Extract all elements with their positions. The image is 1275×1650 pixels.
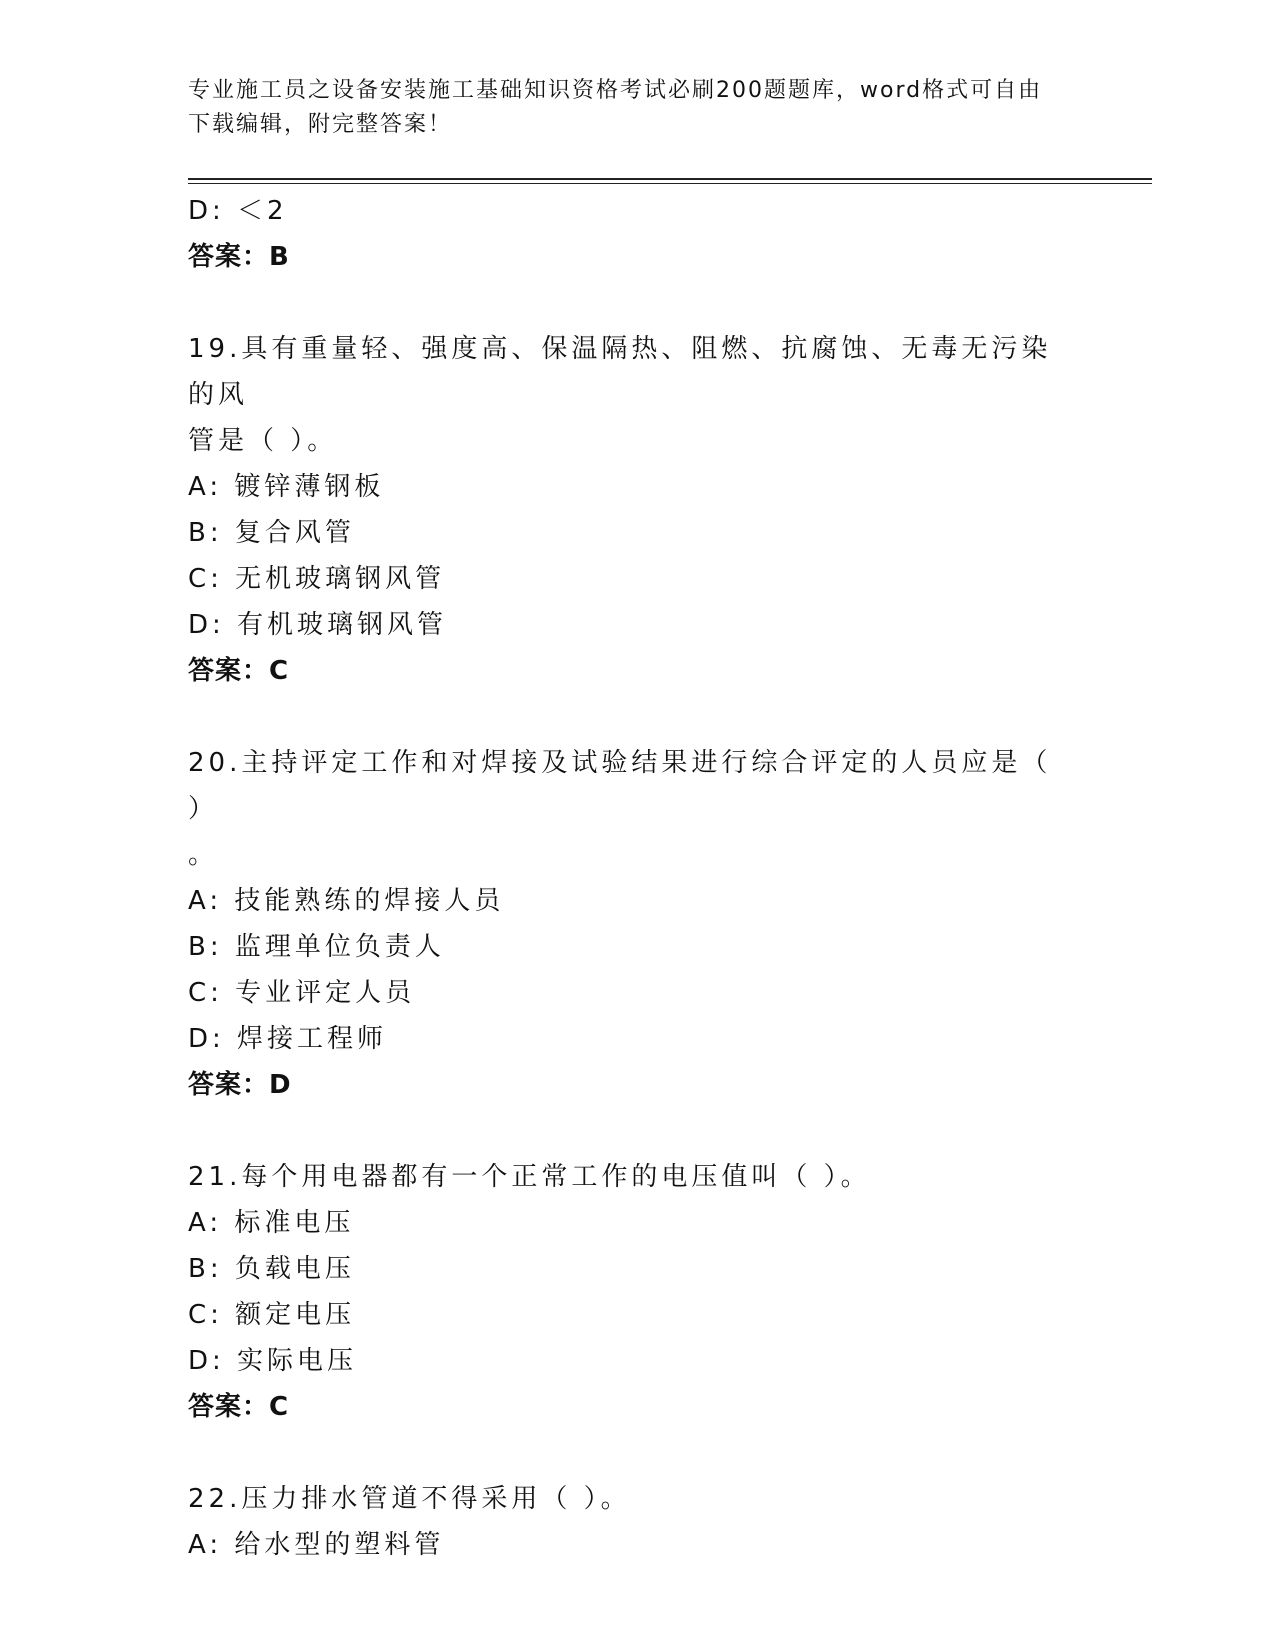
option-a: A: 技能熟练的焊接人员 [188,886,505,916]
answer: 答案：B [188,242,290,272]
question-stem-line-2: 管是（ ）。 [188,426,338,456]
document-body [188,188,1088,1568]
question-20 [188,740,1088,1108]
option-c: C: 无机玻璃钢风管 [188,564,446,594]
option-c: C: 专业评定人员 [188,978,416,1008]
question-stem-line-2: 。 [188,840,219,870]
option-d: D: ＜2 [188,196,288,226]
answer: 答案：D [188,1070,292,1100]
option-a: A: 镀锌薄钢板 [188,472,385,502]
header-line-1: 专业施工员之设备安装施工基础知识资格考试必刷200题题库，word格式可自由 [188,78,1043,103]
question-18-tail [188,188,1088,280]
option-d: D: 实际电压 [188,1346,358,1376]
option-b: B: 复合风管 [188,518,355,548]
header-divider-thick [188,178,1152,180]
question-stem-line-1: 21.每个用电器都有一个正常工作的电压值叫（ ）。 [188,1162,871,1192]
option-d: D: 有机玻璃钢风管 [188,610,448,640]
document-header [188,74,1088,142]
header-divider-thin [188,183,1152,184]
option-b: B: 监理单位负责人 [188,932,445,962]
option-a: A: 标准电压 [188,1208,355,1238]
question-stem-line-1: 22.压力排水管道不得采用（ ）。 [188,1484,631,1514]
question-stem-line-1: 20.主持评定工作和对焊接及试验结果进行综合评定的人员应是（ ） [188,748,1052,824]
question-19 [188,326,1088,694]
question-21 [188,1154,1088,1430]
option-b: B: 负载电压 [188,1254,355,1284]
question-stem-line-1: 19.具有重量轻、强度高、保温隔热、阻燃、抗腐蚀、无毒无污染的风 [188,334,1052,410]
option-c: C: 额定电压 [188,1300,356,1330]
header-line-2: 下载编辑，附完整答案！ [188,112,453,137]
option-a: A: 给水型的塑料管 [188,1530,445,1560]
option-d: D: 焊接工程师 [188,1024,388,1054]
answer: 答案：C [188,1392,290,1422]
answer: 答案：C [188,656,290,686]
question-22 [188,1476,1088,1568]
